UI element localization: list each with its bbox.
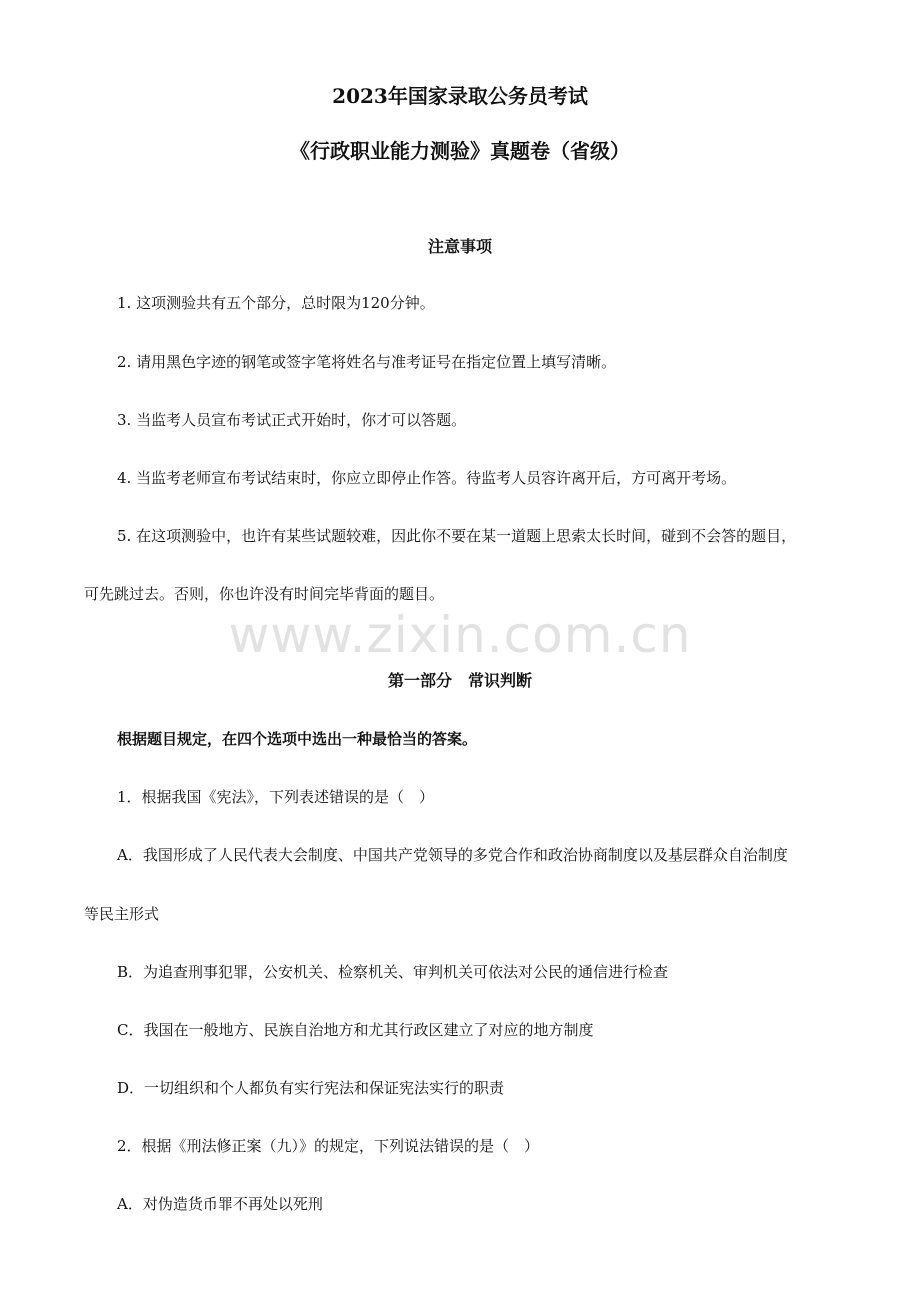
section-heading: 第一部分 常识判断 xyxy=(387,671,532,690)
question-2-option-a: A．对伪造货币罪不再处以死刑 xyxy=(117,1195,323,1213)
question-1-option-b: B．为追查刑事犯罪，公安机关、检察机关、审判机关可依法对公民的通信进行检查 xyxy=(117,963,669,981)
notice-item-5: 5. 在这项测验中，也许有某些试题较难，因此你不要在某一道题上思索太长时间，碰到不会答的题目， xyxy=(117,527,797,545)
notice-item-4: 4. 当监考老师宣布考试结束时，你应立即停止作答。待监考人员容许离开后，方可离开考场。 xyxy=(117,469,737,487)
document-title-line1: 2023年国家录取公务员考试 xyxy=(332,84,588,108)
question-1-option-d: D．一切组织和个人都负有实行宪法和保证宪法实行的职责 xyxy=(117,1079,505,1097)
watermark: www.zixin.com.cn xyxy=(228,606,692,664)
notice-item-2: 2. 请用黑色字迹的钢笔或签字笔将姓名与准考证号在指定位置上填写清晰。 xyxy=(117,353,617,371)
notice-item-1: 1. 这项测验共有五个部分，总时限为120分钟。 xyxy=(117,294,435,312)
notice-item-3: 3. 当监考人员宣布考试正式开始时，你才可以答题。 xyxy=(117,411,467,429)
question-1-option-c: C．我国在一般地方、民族自治地方和尤其行政区建立了对应的地方制度 xyxy=(117,1021,594,1039)
notice-heading: 注意事项 xyxy=(427,237,492,256)
question-1-stem: 1．根据我国《宪法》，下列表述错误的是（ ） xyxy=(117,788,435,806)
question-1-option-a: A．我国形成了人民代表大会制度、中国共产党领导的多党合作和政治协商制度以及基层群众自治制度 xyxy=(117,846,788,864)
document-title-line2: 《行政职业能力测验》真题卷（省级） xyxy=(290,139,630,163)
question-1-option-a-continued: 等民主形式 xyxy=(84,905,160,923)
section-instruction: 根据题目规定，在四个选项中选出一种最恰当的答案。 xyxy=(117,730,478,748)
question-2-stem: 2．根据《刑法修正案（九）》的规定，下列说法错误的是（ ） xyxy=(117,1137,540,1155)
notice-item-5-continued: 可先跳过去。否则，你也许没有时间完毕背面的题目。 xyxy=(84,585,445,603)
